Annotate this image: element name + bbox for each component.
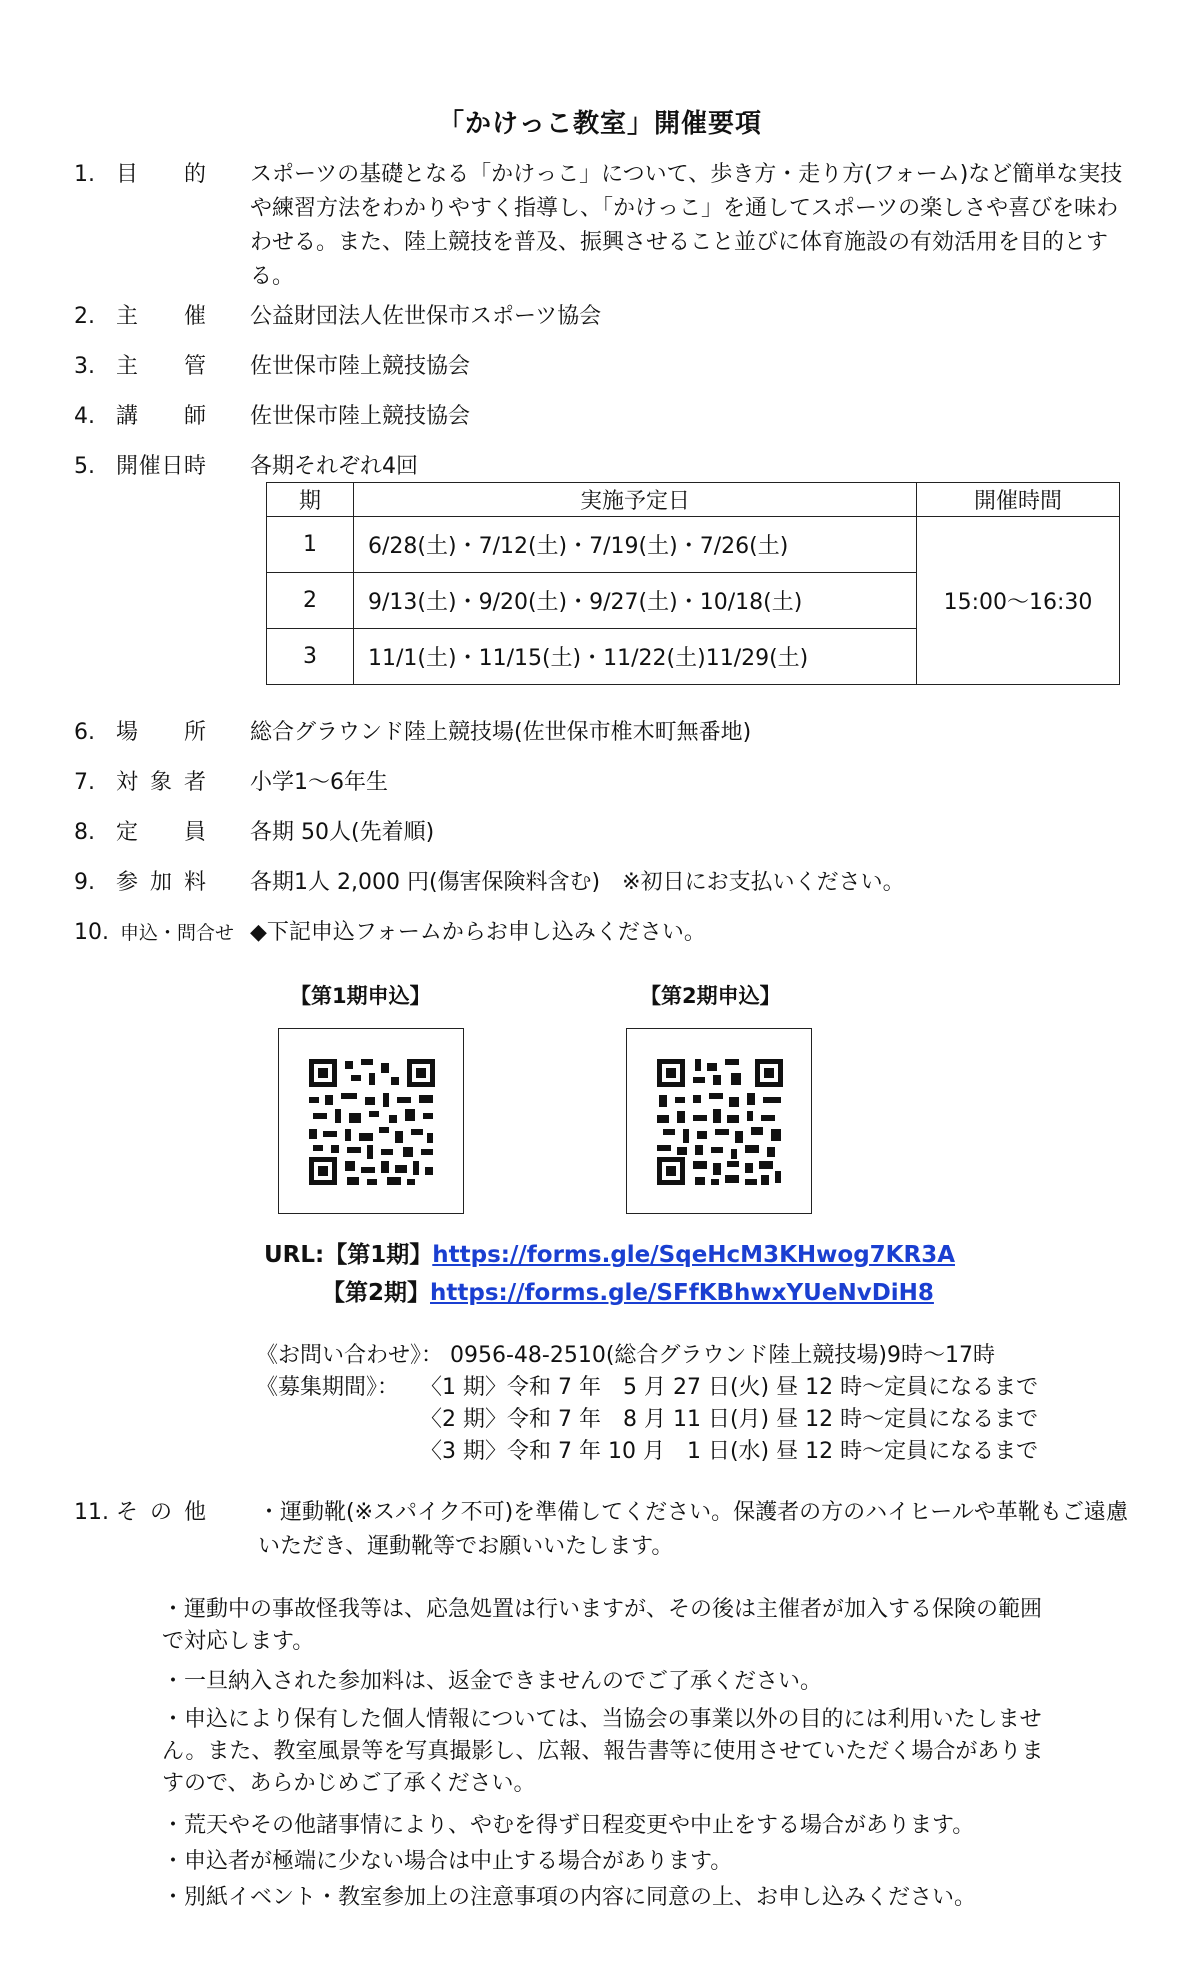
time-cell: 15:00～16:30 [917, 517, 1120, 685]
item-label: 対象者 [116, 770, 206, 795]
item-label: 定 員 [116, 820, 206, 845]
item-number: 3. [74, 354, 95, 379]
item-number: 1. [74, 162, 95, 187]
url-term2-label: 【第2期】 [322, 1280, 431, 1306]
item-number: 7. [74, 770, 95, 795]
inquiry-line: 《お問い合わせ》： 0956-48-2510(総合グラウンド陸上競技場)9時～17時 [256, 1343, 995, 1368]
qr-code-icon [307, 1057, 437, 1187]
item-content: 各期1人 2,000 円(傷害保険料含む) ※初日にお支払いください。 [250, 870, 905, 895]
note-item: ・申込者が極端に少ない場合は中止する場合があります。 [162, 1849, 733, 1874]
item-label: 開催日時 [116, 454, 206, 479]
url-line-term2 [322, 1274, 934, 1307]
item-label: 主 催 [116, 304, 206, 329]
item-content: ◆下記申込フォームからお申し込みください。 [250, 920, 706, 945]
url-term1-link[interactable]: https://forms.gle/SqeHcM3KHwog7KR3A [432, 1242, 955, 1268]
qr-code-term2[interactable] [626, 1028, 812, 1214]
qr-code-icon [655, 1057, 785, 1187]
period-term1: 〈1 期〉令和 7 年 5 月 27 日(火) 昼 12 時～定員になるまで [420, 1375, 1039, 1400]
table-row [267, 517, 1120, 573]
header-term: 期 [267, 483, 354, 517]
item-label: 目 的 [116, 162, 206, 187]
item-content: 総合グラウンド陸上競技場(佐世保市椎木町無番地) [250, 720, 752, 745]
item-number: 8. [74, 820, 95, 845]
item-number: 10. [74, 920, 109, 945]
item-label: 申込・問合せ [120, 922, 235, 944]
item-content: ・運動靴(※スパイク不可)を準備してください。保護者の方のハイヒールや革靴もご遠慮いただき、運動靴等でお願いいたします。 [258, 1500, 1128, 1559]
term-cell: 3 [267, 629, 354, 685]
qr-label-term1: 【第1期申込】 [290, 984, 431, 1008]
schedule-table [266, 482, 1120, 685]
header-time: 開催時間 [917, 483, 1120, 517]
url-term1-label: 【第1期】 [324, 1242, 433, 1268]
url-term2-link[interactable]: https://forms.gle/SFfKBhwxYUeNvDiH8 [430, 1280, 934, 1306]
note-item: ・一旦納入された参加料は、返金できませんのでご了承ください。 [162, 1669, 823, 1694]
note-item: ・荒天やその他諸事情により、やむを得ず日程変更や中止をする場合があります。 [162, 1813, 975, 1838]
item-content: 佐世保市陸上競技協会 [250, 354, 471, 379]
item-label: 場 所 [116, 720, 206, 745]
item-number: 6. [74, 720, 95, 745]
item-number: 2. [74, 304, 95, 329]
item-number: 9. [74, 870, 95, 895]
item-content: 各期 50人(先着順) [250, 820, 435, 845]
period-term3: 〈3 期〉令和 7 年 10 月 1 日(水) 昼 12 時～定員になるまで [420, 1439, 1039, 1464]
period-label: 《募集期間》： [256, 1375, 400, 1400]
schedule-header-row [267, 483, 1120, 517]
qr-code-term1[interactable] [278, 1028, 464, 1214]
dates-cell: 6/28(土)・7/12(土)・7/19(土)・7/26(土) [354, 517, 917, 573]
term-cell: 2 [267, 573, 354, 629]
item-content: 佐世保市陸上競技協会 [250, 404, 471, 429]
item-label: 参加料 [116, 870, 206, 895]
page-title: 「かけっこ教室」開催要項 [437, 109, 762, 139]
url-prefix: URL: [264, 1242, 325, 1268]
item-label: 講 師 [116, 404, 206, 429]
qr-label-term2: 【第2期申込】 [640, 984, 781, 1008]
item-content: 公益財団法人佐世保市スポーツ協会 [250, 304, 602, 329]
item-label: その他 [116, 1500, 206, 1525]
term-cell: 1 [267, 517, 354, 573]
period-term2: 〈2 期〉令和 7 年 8 月 11 日(月) 昼 12 時～定員になるまで [420, 1407, 1039, 1432]
item-label: 主 管 [116, 354, 206, 379]
dates-cell: 11/1(土)・11/15(土)・11/22(土)11/29(土) [354, 629, 917, 685]
item-content: 小学1～6年生 [250, 770, 388, 795]
item-number: 4. [74, 404, 95, 429]
url-line-term1 [264, 1236, 955, 1269]
item-number: 11. [74, 1500, 109, 1525]
dates-cell: 9/13(土)・9/20(土)・9/27(土)・10/18(土) [354, 573, 917, 629]
note-item: ・申込により保有した個人情報については、当協会の事業以外の目的には利用いたしません。また、教室風景等を写真撮影し、広報、報告書等に使用させていただく場合がありますので、あらかじめご了承ください。 [162, 1707, 1044, 1796]
header-dates: 実施予定日 [354, 483, 917, 517]
item-number: 5. [74, 454, 95, 479]
note-item: ・別紙イベント・教室参加上の注意事項の内容に同意の上、お申し込みください。 [162, 1885, 977, 1910]
note-item: ・運動中の事故怪我等は、応急処置は行いますが、その後は主催者が加入する保険の範囲で対応します。 [162, 1597, 1043, 1654]
item-content: スポーツの基礎となる「かけっこ」について、歩き方・走り方(フォーム)など簡単な実技や練習方法をわかりやすく指導し、「かけっこ」を通してスポーツの楽しさや喜びを味わわせる。また、陸上競技を普及、振興させること並びに体育施設の有効活用を目的とする。 [250, 162, 1123, 289]
item-content: 各期それぞれ4回 [250, 454, 418, 479]
